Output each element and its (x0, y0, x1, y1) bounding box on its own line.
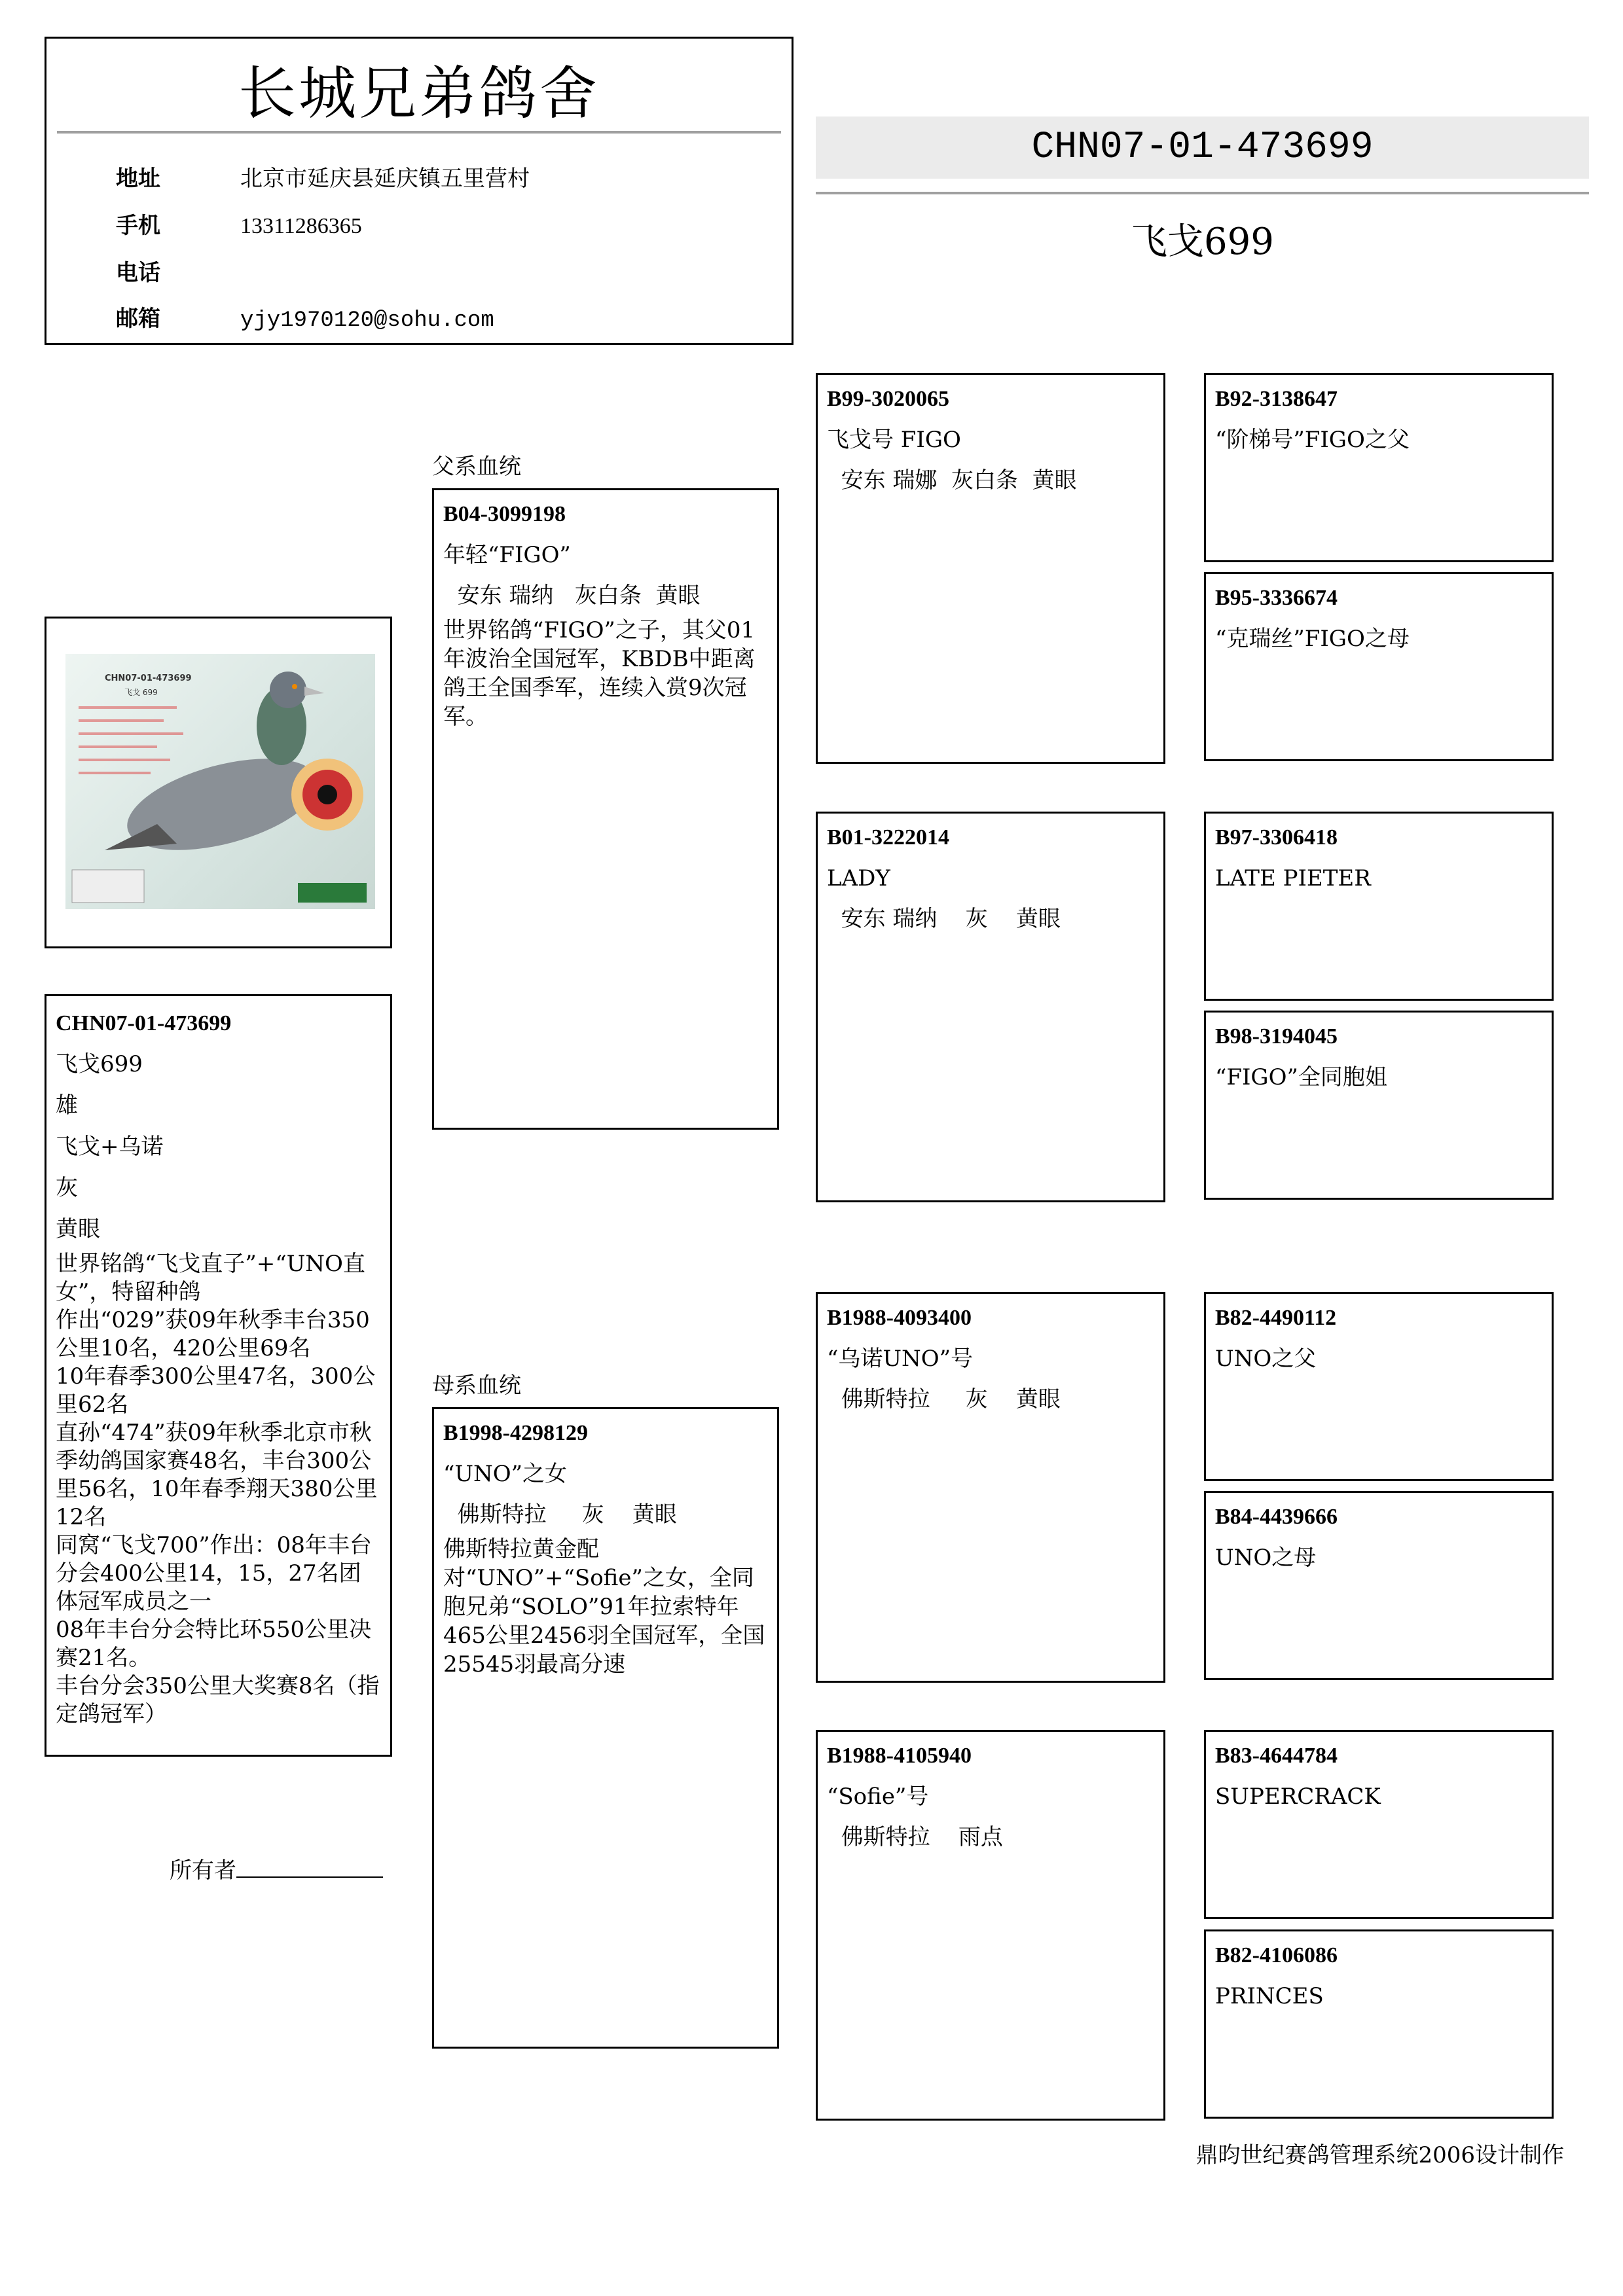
sire-ring: B04-3099198 (443, 502, 566, 526)
great-grandparent-name: PRINCES (1215, 1983, 1324, 2009)
bird-note: 直孙“474”获09年秋季北京市秋季幼鸽国家赛48名，丰台300公里56名，10年春季翔天380公里12名 (56, 1420, 378, 1530)
dam-section-label: 母系血统 (432, 1372, 521, 1399)
bird-note: 丰台分会350公里大奖赛8名（指定鸽冠军） (56, 1673, 380, 1727)
grandparent-name: “Sofie”号 (827, 1784, 929, 1810)
contact-label: 手机 (116, 213, 160, 239)
owner-signature-line (236, 1876, 383, 1878)
bird-name: 飞戈699 (56, 1051, 143, 1077)
great-grandparent-ring: B82-4106086 (1215, 1943, 1338, 1967)
great-grandparent-card (1204, 1929, 1554, 2119)
grandparent-ring: B01-3222014 (827, 825, 949, 850)
great-grandparent-name: “阶梯号”FIGO之父 (1215, 427, 1410, 453)
great-grandparent-ring: B84-4439666 (1215, 1505, 1338, 1529)
owner-label: 所有者 (170, 1857, 236, 1884)
contact-mobile (116, 207, 362, 240)
grandparent-name: LADY (827, 865, 890, 891)
great-grandparent-ring: B83-4644784 (1215, 1744, 1338, 1768)
contact-phone (116, 255, 240, 287)
bird-bloodline: 飞戈+乌诺 (56, 1134, 164, 1160)
loft-title: 长城兄弟鸽舍 (238, 60, 600, 127)
great-grandparent-name: SUPERCRACK (1215, 1784, 1381, 1810)
loft-header (45, 37, 793, 345)
great-grandparent-card (1204, 373, 1554, 562)
great-grandparent-ring: B97-3306418 (1215, 825, 1338, 850)
footer-credit: 鼎昀世纪赛鸽管理系统2006设计制作 (1195, 2142, 1564, 2168)
bird-photo-frame (45, 617, 392, 948)
bird-note: 同窝“飞戈700”作出：08年丰台分会400公里14，15，27名团体冠军成员之一 (56, 1532, 372, 1615)
ring-number-banner: CHN07-01-473699 (816, 117, 1589, 179)
grandparent-name: 飞戈号 FIGO (827, 427, 961, 453)
bird-note: 08年丰台分会特比环550公里决赛21名。 (56, 1617, 372, 1671)
great-grandparent-card (1204, 572, 1554, 761)
great-grandparent-name: “克瑞丝”FIGO之母 (1215, 626, 1410, 652)
great-grandparent-ring: B98-3194045 (1215, 1024, 1338, 1049)
contact-value: 北京市延庆县延庆镇五里营村 (240, 166, 530, 192)
great-grandparent-ring: B95-3336674 (1215, 586, 1338, 610)
grandparent-ring: B1988-4105940 (827, 1744, 972, 1768)
bird-sex: 雄 (56, 1092, 78, 1119)
bird-note: 作出“029”获09年秋季丰台350公里10名，420公里69名 (56, 1307, 370, 1361)
sire-card (432, 488, 779, 1130)
grandparent-ring: B99-3020065 (827, 387, 949, 411)
bird-ring: CHN07-01-473699 (56, 1011, 232, 1035)
great-grandparent-card (1204, 1011, 1554, 1200)
contact-address (116, 160, 530, 192)
dam-ring: B1998-4298129 (443, 1421, 588, 1445)
bird-name-title: 飞戈699 (1131, 221, 1274, 263)
grandparent-traits: 佛斯特拉 雨点 (827, 1824, 1003, 1850)
bird-note: 10年春季300公里47名，300公里62名 (56, 1363, 376, 1418)
header-divider (57, 131, 781, 134)
contact-value: yjy1970120@sohu.com (240, 308, 494, 333)
great-grandparent-card (1204, 812, 1554, 1001)
contact-value: 13311286365 (240, 214, 362, 238)
dam-name: “UNO”之女 (443, 1461, 568, 1487)
grandparent-card (816, 812, 1165, 1202)
grandparent-traits: 安东 瑞纳 灰 黄眼 (827, 906, 1061, 932)
photo-caption-ring: CHN07-01-473699 (105, 673, 192, 683)
grandparent-traits: 佛斯特拉 灰 黄眼 (827, 1386, 1061, 1412)
great-grandparent-name: “FIGO”全同胞姐 (1215, 1064, 1387, 1090)
bird-note: 世界铭鸽“飞戈直子”+“UNO直女”，特留种鸽 (56, 1251, 365, 1305)
grandparent-card (816, 1292, 1165, 1683)
great-grandparent-ring: B82-4490112 (1215, 1306, 1337, 1330)
sire-notes: 世界铭鸽“FIGO”之子，其父01年波治全国冠军，KBDB中距离鸽王全国季军，连续入赏9次冠军。 (443, 617, 756, 730)
great-grandparent-ring: B92-3138647 (1215, 387, 1338, 411)
grandparent-card (816, 373, 1165, 764)
photo-caption-name: 飞戈 699 (124, 688, 158, 697)
great-grandparent-card (1204, 1730, 1554, 1919)
grandparent-traits: 安东 瑞娜 灰白条 黄眼 (827, 467, 1077, 493)
dam-card (432, 1407, 779, 2049)
sire-name: 年轻“FIGO” (443, 542, 571, 568)
great-grandparent-name: LATE PIETER (1215, 865, 1371, 891)
pigeon-photo (65, 654, 375, 909)
great-grandparent-name: UNO之父 (1215, 1346, 1317, 1372)
great-grandparent-card (1204, 1491, 1554, 1680)
bird-color: 灰 (56, 1175, 78, 1201)
sire-traits: 安东 瑞纳 灰白条 黄眼 (443, 583, 701, 609)
dam-notes: 佛斯特拉黄金配对“UNO”+“Sofie”之女，全同胞兄弟“SOLO”91年拉索特年465公里2456羽全国冠军，全国25545羽最高分速 (443, 1536, 765, 1677)
pigeon-illustration (65, 654, 375, 909)
grandparent-card (816, 1730, 1165, 2121)
contact-email (116, 300, 494, 333)
owner-signature (170, 1852, 383, 1884)
dam-traits: 佛斯特拉 灰 黄眼 (443, 1501, 677, 1528)
grandparent-name: “乌诺UNO”号 (827, 1346, 974, 1372)
contact-label: 地址 (116, 166, 160, 192)
contact-label: 邮箱 (116, 306, 160, 332)
contact-label: 电话 (116, 260, 160, 286)
great-grandparent-name: UNO之母 (1215, 1545, 1317, 1571)
bird-info-card (45, 994, 392, 1757)
grandparent-ring: B1988-4093400 (827, 1306, 972, 1330)
great-grandparent-card (1204, 1292, 1554, 1481)
banner-divider (816, 192, 1589, 194)
bird-eye: 黄眼 (56, 1216, 100, 1242)
sire-section-label: 父系血统 (432, 454, 521, 480)
